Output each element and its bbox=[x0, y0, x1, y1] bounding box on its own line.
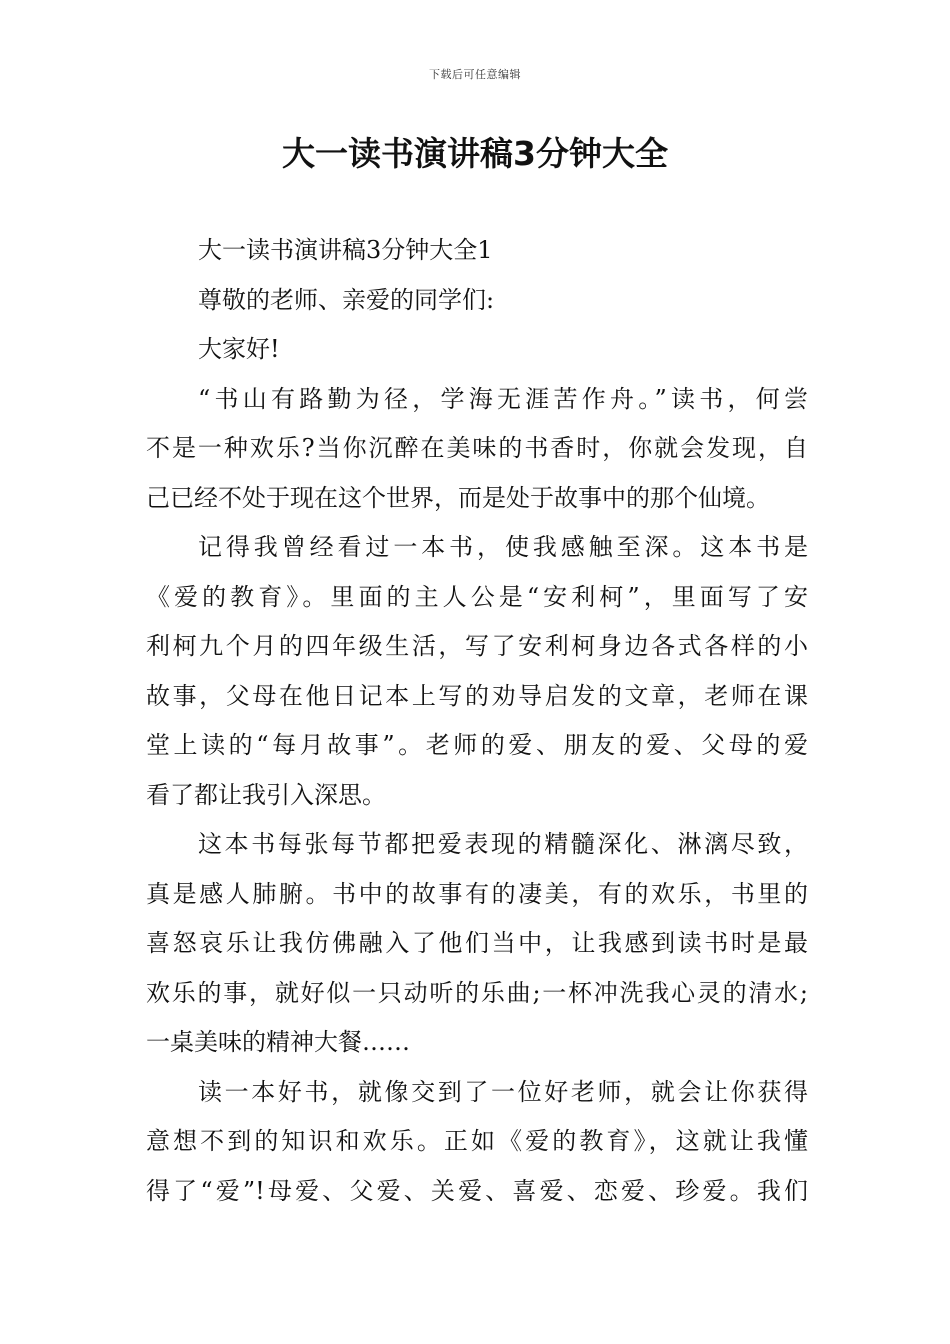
text-line: 喜怒哀乐让我仿佛融入了他们当中，让我感到读书时是最 bbox=[146, 929, 808, 957]
text-line: 真是感人肺腑。书中的故事有的凄美，有的欢乐，书里的 bbox=[146, 879, 808, 908]
text-line: 故事，父母在他日记本上写的劝导启发的文章，老师在课 bbox=[146, 681, 808, 710]
text-line: 读一本好书，就像交到了一位好老师，就会让你获得 bbox=[198, 1077, 808, 1106]
text-line: 大家好! bbox=[198, 335, 280, 363]
text-line: 《爱的教育》。里面的主人公是“安利柯”，里面写了安 bbox=[146, 582, 808, 611]
document-body bbox=[146, 226, 808, 1216]
text-line: 堂上读的“每月故事”。老师的爱、朋友的爱、父母的爱 bbox=[146, 731, 808, 759]
document-title: 大一读书演讲稿3分钟大全 bbox=[282, 134, 668, 173]
text-line: 记得我曾经看过一本书，使我感触至深。这本书是 bbox=[198, 533, 808, 561]
text-line: 得了“爱”!母爱、父爱、关爱、喜爱、恋爱、珍爱。我们 bbox=[146, 1176, 808, 1205]
text-line: 不是一种欢乐?当你沉醉在美味的书香时，你就会发现，自 bbox=[146, 434, 808, 462]
text-line: “书山有路勤为径，学海无涯苦作舟。”读书，何尝 bbox=[198, 384, 808, 413]
text-line: 己已经不处于现在这个世界，而是处于故事中的那个仙境。 bbox=[146, 483, 770, 512]
text-line: 利柯九个月的四年级生活，写了安利柯身边各式各样的小 bbox=[146, 632, 808, 660]
text-line: 这本书每张每节都把爱表现的精髓深化、淋漓尽致， bbox=[198, 830, 808, 858]
text-line: 欢乐的事，就好似一只动听的乐曲;一杯冲洗我心灵的清水; bbox=[146, 978, 808, 1007]
text-line: 看了都让我引入深思。 bbox=[146, 780, 386, 809]
text-line: 大一读书演讲稿3分钟大全1 bbox=[198, 236, 493, 264]
header-note: 下载后可任意编辑 bbox=[429, 68, 521, 81]
text-line: 尊敬的老师、亲爱的同学们: bbox=[198, 285, 495, 314]
text-line: 意想不到的知识和欢乐。正如《爱的教育》，这就让我懂 bbox=[146, 1127, 808, 1155]
text-line: 一桌美味的精神大餐…… bbox=[146, 1028, 410, 1056]
